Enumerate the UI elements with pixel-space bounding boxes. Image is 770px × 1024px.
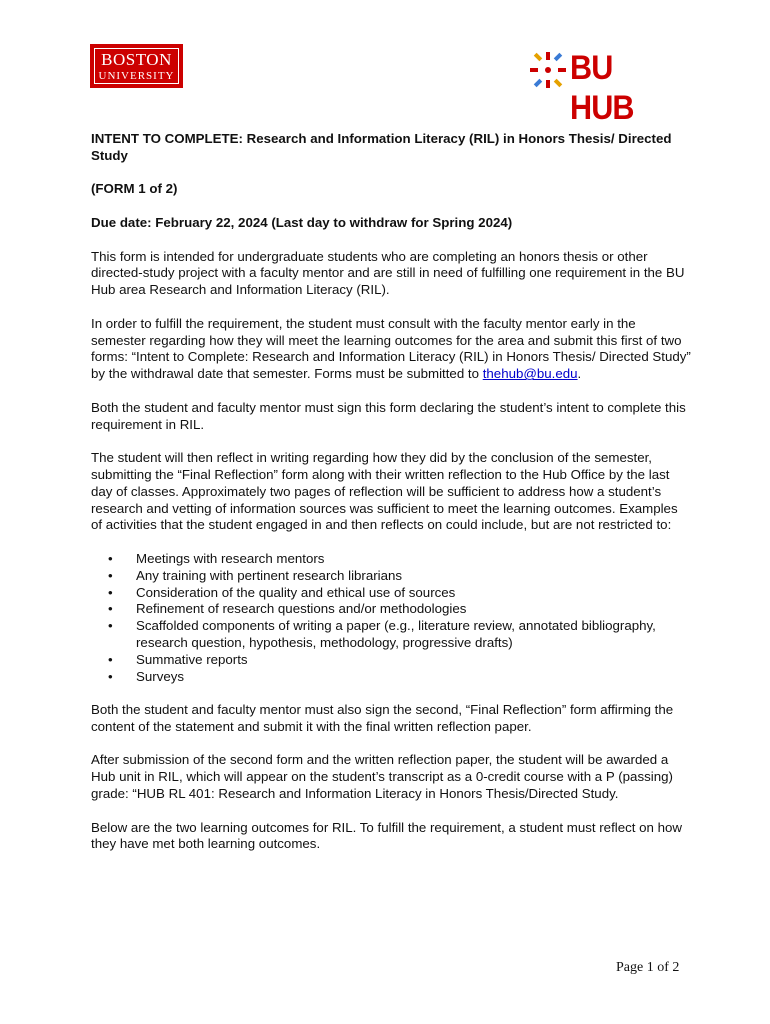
hub-logo-text: BU HUB [570, 49, 634, 127]
logo-line-boston: BOSTON [101, 50, 172, 69]
paragraph-signatures: Both the student and faculty mentor must sign this form declaring the student’s intent to complete this requirement in RIL. [91, 399, 686, 432]
form-label: (FORM 1 of 2) [91, 181, 178, 197]
hub-email-link[interactable]: thehub@bu.edu [482, 366, 578, 382]
logo-border [94, 48, 179, 84]
boston-university-logo [90, 44, 183, 88]
list-item: • Summative reports [136, 652, 691, 669]
paragraph-requirement-text: In order to fulfill the requirement, the student must consult with the faculty mentor early in the semester regarding how they will meet the learning outcomes for the area and submit this first of two forms: “Intent to Complete: Research and Information Literacy (RIL) in Honors Thesis/ Directed Study” by the withdrawal date that semester. Forms must be submitted to [91, 315, 691, 382]
due-date: Due date: February 22, 2024 (Last day to withdraw for Spring 2024) [91, 214, 513, 230]
list-item: • Any training with pertinent research librarians [136, 568, 691, 585]
paragraph-intro: This form is intended for undergraduate students who are completing an honors thesis or other directed-study project with a faculty mentor and are still in need of fulfilling one requirement in the BU Hub area Research and Information Literacy (RIL). [91, 248, 685, 298]
paragraph-award: After submission of the second form and the written reflection paper, the student will be awarded a Hub unit in RIL, which will appear on the student’s transcript as a 0-credit course with a P (passing) grade: “HUB RL 401: Research and Information Literacy in Honors Thesis/Directed Study. [91, 752, 673, 802]
document-body [91, 131, 691, 870]
document-title: INTENT TO COMPLETE: Research and Information Literacy (RIL) in Honors Thesis/ Directed Study [91, 131, 672, 163]
list-item: • Surveys [136, 669, 691, 686]
hub-star-icon [528, 50, 568, 90]
bu-hub-logo [528, 48, 680, 127]
paragraph-requirement-end: . [577, 366, 582, 382]
list-item: • Meetings with research mentors [136, 551, 691, 568]
list-item: • Consideration of the quality and ethical use of sources [136, 585, 691, 602]
activities-list [91, 551, 691, 685]
page-number: Page 1 of 2 [616, 960, 680, 975]
paragraph-requirement [91, 316, 691, 383]
paragraph-outcomes: Below are the two learning outcomes for RIL. To fulfill the requirement, a student must reflect on how they have met both learning outcomes. [91, 819, 683, 852]
list-item: • Refinement of research questions and/or methodologies [136, 601, 691, 618]
list-item: • Scaffolded components of writing a paper (e.g., literature review, annotated bibliography, research question, hypothesis, methodology, progressive drafts) [136, 618, 691, 652]
paragraph-reflection: The student will then reflect in writing regarding how they did by the conclusion of the semester, submitting the “Final Reflection” form along with their written reflection to the Hub Office by the last day of classes. Approximately two pages of reflection will be sufficient to address how a student’s research and vetting of information sources was sufficient to meet the learning outcomes. Examples of activities that the student engaged in and then reflects on could include, but are not restricted to: [91, 450, 678, 533]
paragraph-final-form: Both the student and faculty mentor must also sign the second, “Final Reflection” form affirming the content of the statement and submit it with the final written reflection paper. [91, 702, 674, 734]
logo-line-university: UNIVERSITY [98, 70, 175, 82]
